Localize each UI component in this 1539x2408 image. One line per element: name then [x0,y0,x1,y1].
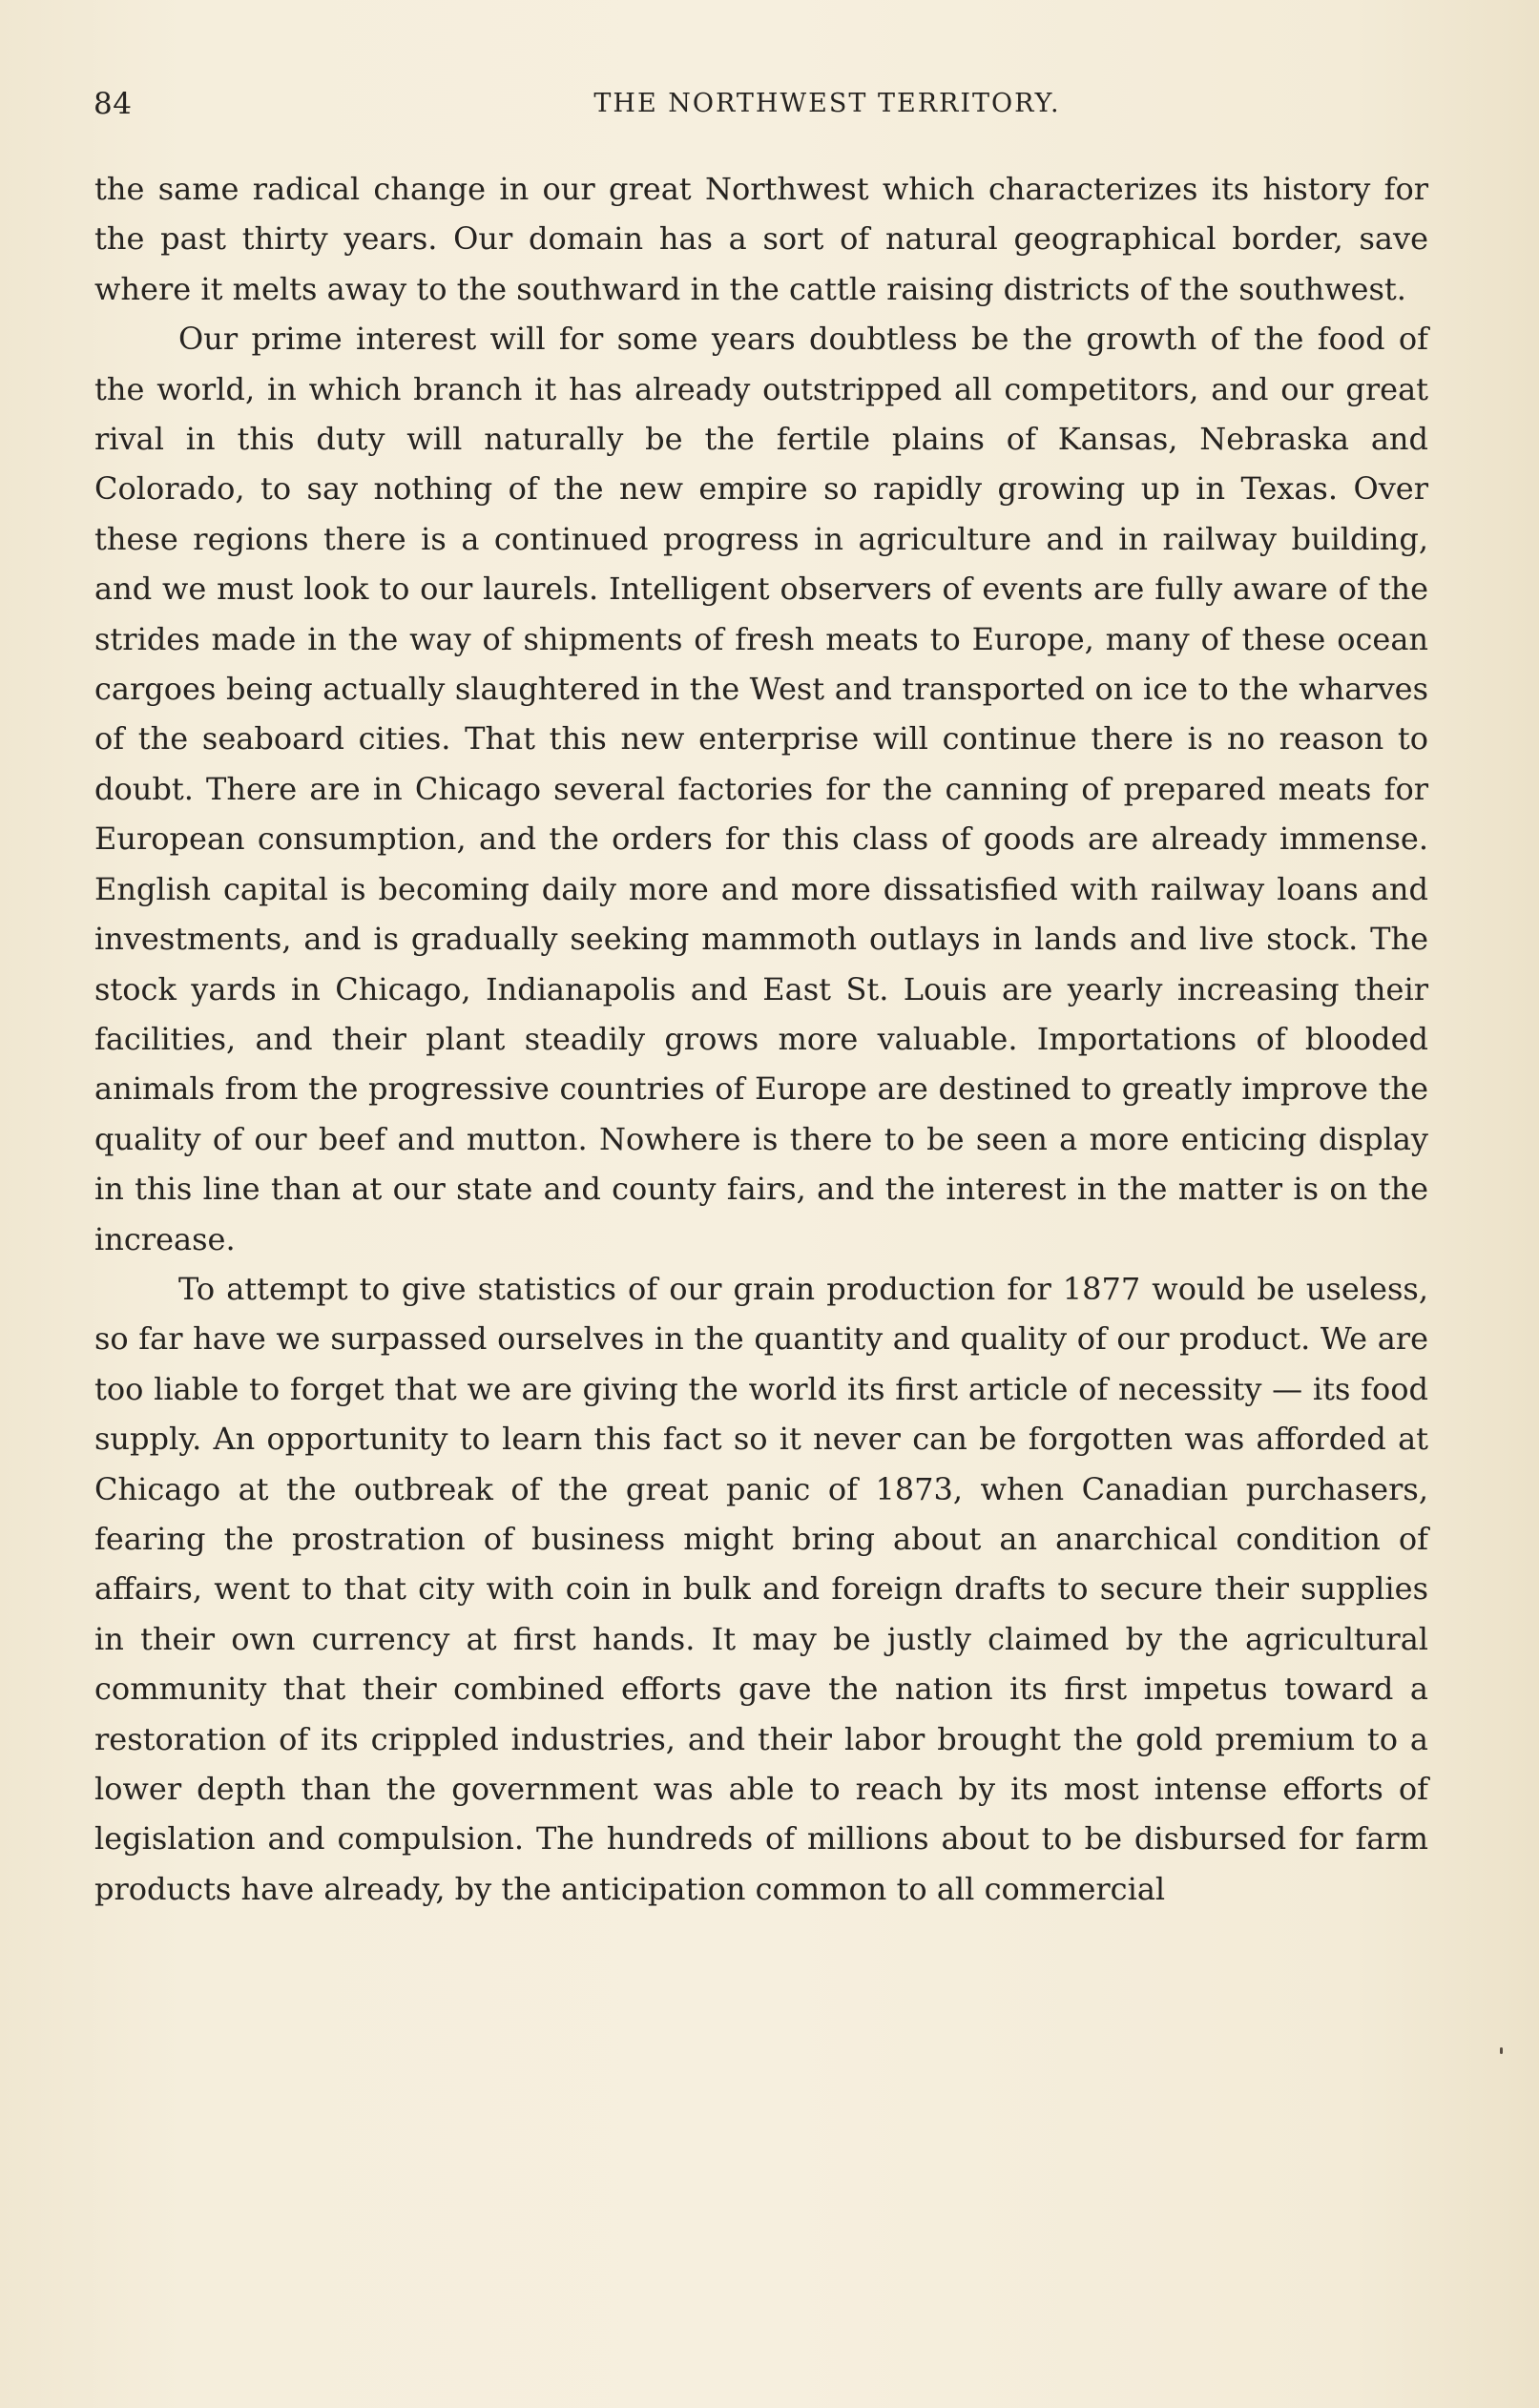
running-title: THE NORTHWEST TERRITORY. [593,89,1061,118]
page-number: 84 [94,87,133,121]
body-text [94,164,1428,1914]
margin-ink-speck [1500,2047,1503,2054]
paragraph-grain-statistics: To attempt to give statistics of our grain production for 1877 would be useless, so far have we surpassed ourselves in the quantity and quality of our product. We are too liable to forget that we are giving the world its first article of necessity — its food supply. An opportunity to learn this fact so it never can be forgotten was afforded at Chicago at the outbreak of the great panic of 1873, when Canadian purchasers, fearing the prostration of business might bring about an anarchical condition of affairs, went to that city with coin in bulk and foreign drafts to secure their supplies in their own currency at first hands. It may be justly claimed by the agricultural community that their combined efforts gave the nation its first impetus toward a restoration of its crippled industries, and their labor brought the gold premium to a lower depth than the government was able to reach by its most intense efforts of legislation and compulsion. The hundreds of millions about to be disbursed for farm products have already, by the anticipation common to all commercial [94,1270,1428,1907]
paragraph-continued: the same radical change in our great Northwest which characterizes its history for the past thirty years. Our domain has a sort of natural geographical border, save where it melts away to the southward in the cattle raising districts of the southwest. [94,171,1428,307]
page-header [94,80,1427,128]
paragraph-food-production: Our prime interest will for some years doubtless be the growth of the food of the world, in which branch it has already outstripped all competitors, and our great rival in this duty will naturally be the fertile plains of Kansas, Nebraska and Colorado, to say nothing of the new empire so rapidly growing up in Texas. Over these regions there is a continued progress in agriculture and in railway building, and we must look to our laurels. Intelligent observers of events are fully aware of the strides made in the way of shipments of fresh meats to Europe, many of these ocean cargoes being actually slaughtered in the West and transported on ice to the wharves of the seaboard cities. That this new enterprise will continue there is no reason to doubt. There are in Chicago several factories for the canning of prepared meats for European consumption, and the orders for this class of goods are already immense. English capital is becoming daily more and more dissatisfied with railway loans and investments, and is gradually seeking mammoth outlays in lands and live stock. The stock yards in Chicago, Indianapolis and East St. Louis are yearly increasing their facilities, and their plant steadily grows more valuable. Importations of blooded animals from the progressive countries of Europe are destined to greatly improve the quality of our beef and mutton. Nowhere is there to be seen a more enticing display in this line than at our state and county fairs, and the interest in the matter is on the increase. [94,321,1428,1257]
